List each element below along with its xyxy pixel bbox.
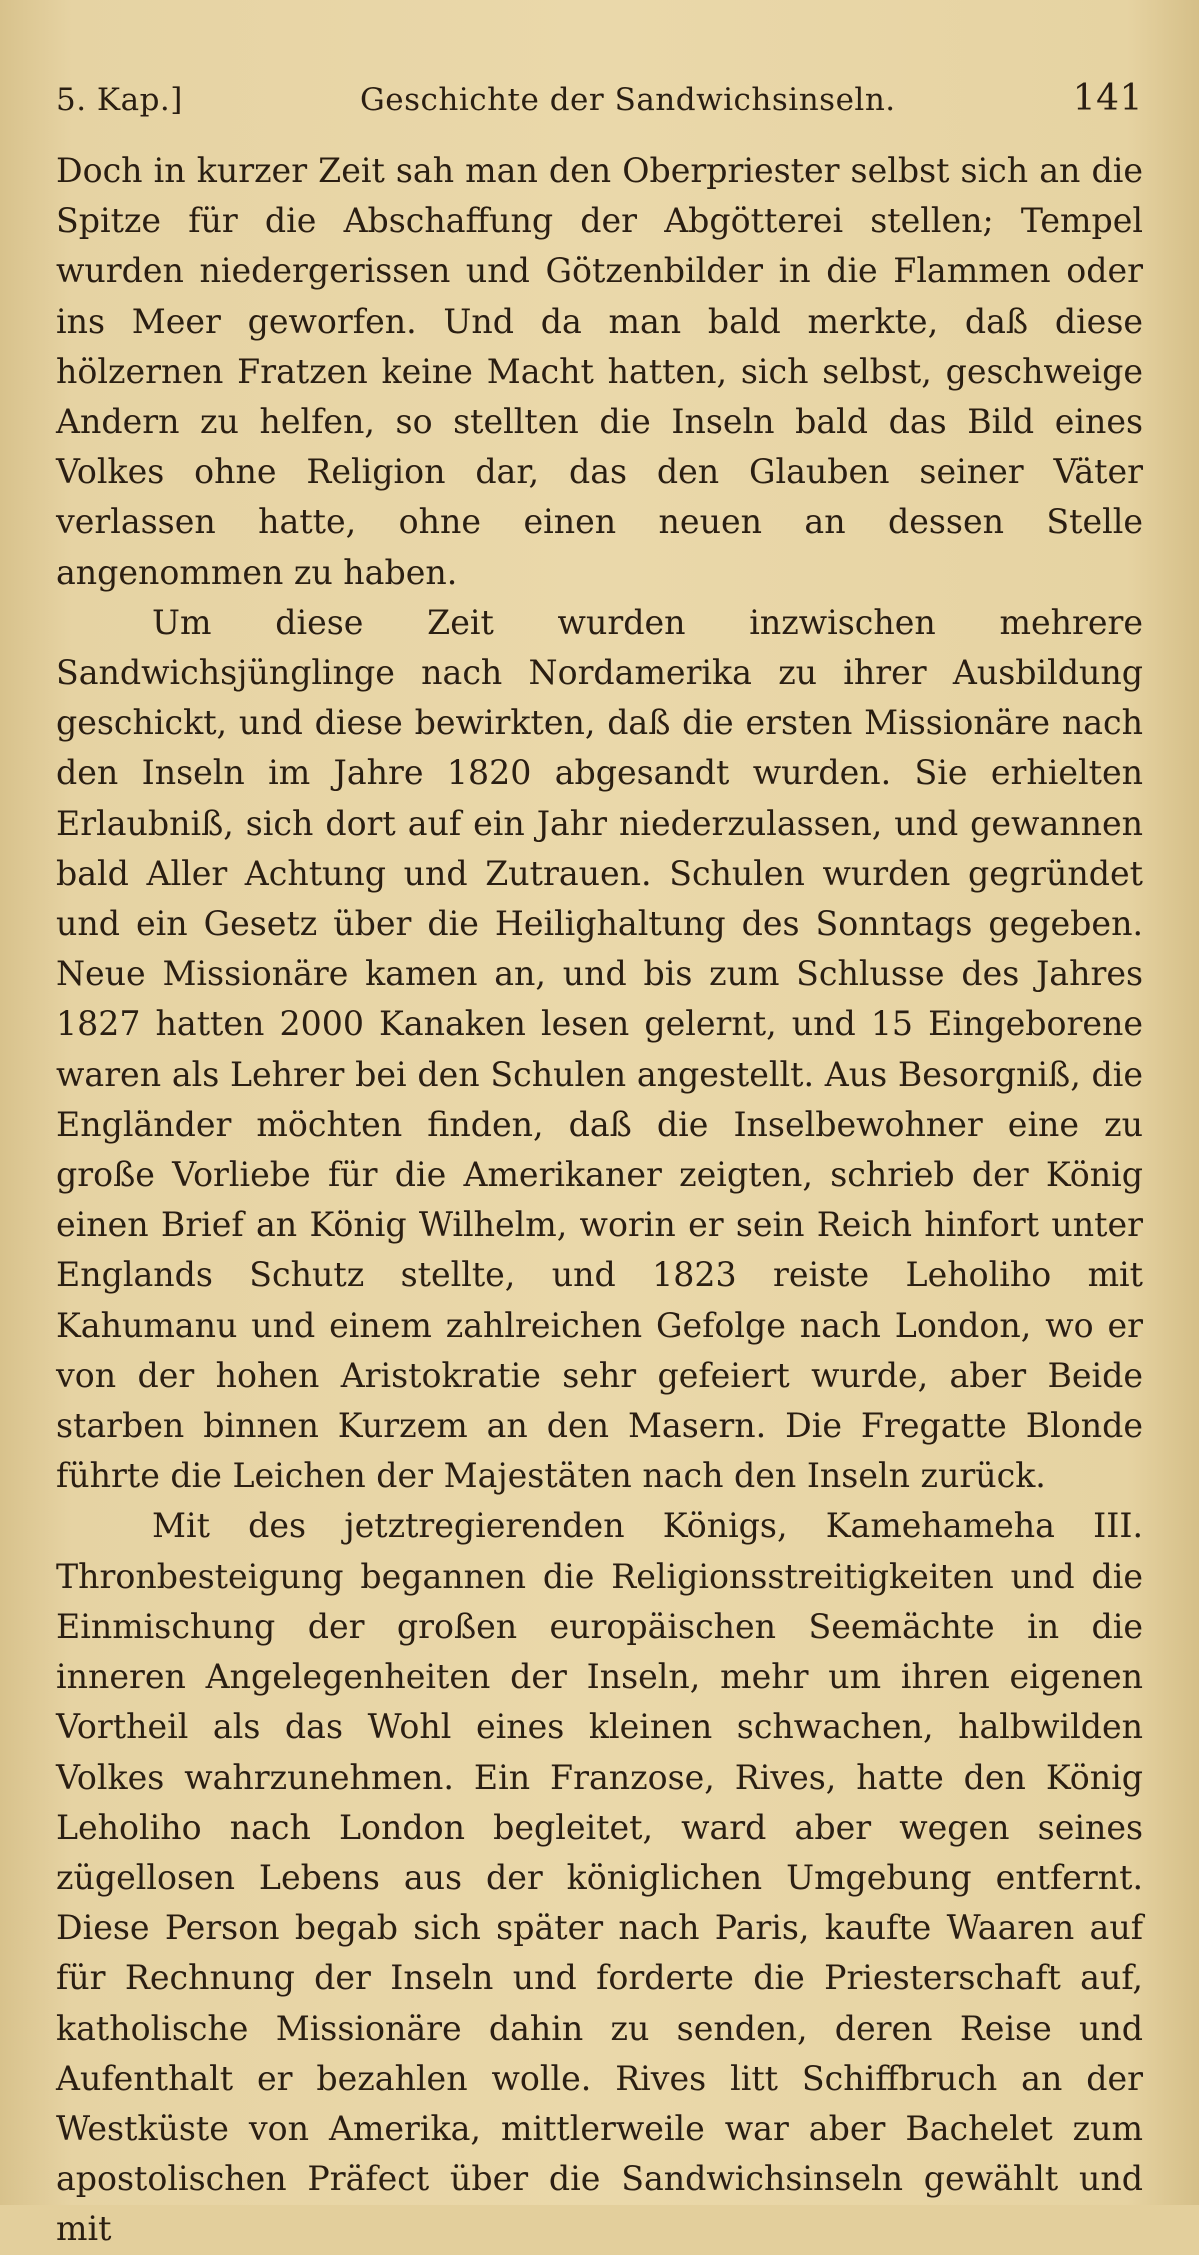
running-header — [56, 78, 1143, 138]
paragraph-1: Doch in kurzer Zeit sah man den Oberpriester selbst sich an die Spitze für die Abschaffung der Abgötterei stellen; Tempel wurden niedergerissen und Götzenbilder in die Flammen oder ins Meer geworfen. Und da man bald merkte, daß diese hölzernen Fratzen keine Macht hatten, sich selbst, geschweige Andern zu helfen, so stellten die Inseln bald das Bild eines Volkes ohne Religion dar, das den Glauben seiner Väter verlassen hatte, ohne einen neuen an dessen Stelle angenommen zu haben. — [56, 151, 1143, 592]
running-title: Geschichte der Sandwichsinseln. — [359, 82, 896, 118]
chapter-label: 5. Kap.] — [56, 82, 183, 118]
body-text — [56, 146, 1143, 2255]
page-number: 141 — [1072, 78, 1143, 119]
paragraph-2: Um diese Zeit wurden inzwischen mehrere Sandwichsjünglinge nach Nordamerika zu ihrer Ausbildung geschickt, und diese bewirkten, daß die ersten Missionäre nach den Inseln im Jahre 1820 abgesandt wurden. Sie erhielten Erlaubniß, sich dort auf ein Jahr niederzulassen, und gewannen bald Aller Achtung und Zutrauen. Schulen wurden gegründet und ein Gesetz über die Heilighaltung des Sonntags gegeben. Neue Missionäre kamen an, und bis zum Schlusse des Jahres 1827 hatten 2000 Kanaken lesen gelernt, und 15 Eingeborene waren als Lehrer bei den Schulen angestellt. Aus Besorgniß, die Engländer möchten finden, daß die Inselbewohner eine zu große Vorliebe für die Amerikaner zeigten, schrieb der König einen Brief an König Wilhelm, worin er sein Reich hinfort unter Englands Schutz stellte, und 1823 reiste Leholiho mit Kahumanu und einem zahlreichen Gefolge nach London, wo er von der hohen Aristokratie sehr gefeiert wurde, aber Beide starben binnen Kurzem an den Masern. Die Fregatte Blonde führte die Leichen der Majestäten nach den Inseln zurück. — [56, 602, 1143, 1496]
paragraph-3: Mit des jetztregierenden Königs, Kamehameha III. Thronbesteigung begannen die Religionsstreitigkeiten und die Einmischung der großen europäischen Seemächte in die inneren Angelegenheiten der Inseln, mehr um ihren eigenen Vortheil als das Wohl eines kleinen schwachen, halbwilden Volkes wahrzunehmen. Ein Franzose, Rives, hatte den König Leholiho nach London begleitet, ward aber wegen seines zügellosen Lebens aus der königlichen Umgebung entfernt. Diese Person begab sich später nach Paris, kaufte Waaren auf für Rechnung der Inseln und forderte die Priesterschaft auf, katholische Missionäre dahin zu senden, deren Reise und Aufenthalt er bezahlen wolle. Rives litt Schiffbruch an der Westküste von Amerika, mittlerweile war aber Bachelet zum apostolischen Präfect über die Sandwichsinseln gewählt und mit — [56, 1506, 1143, 2249]
